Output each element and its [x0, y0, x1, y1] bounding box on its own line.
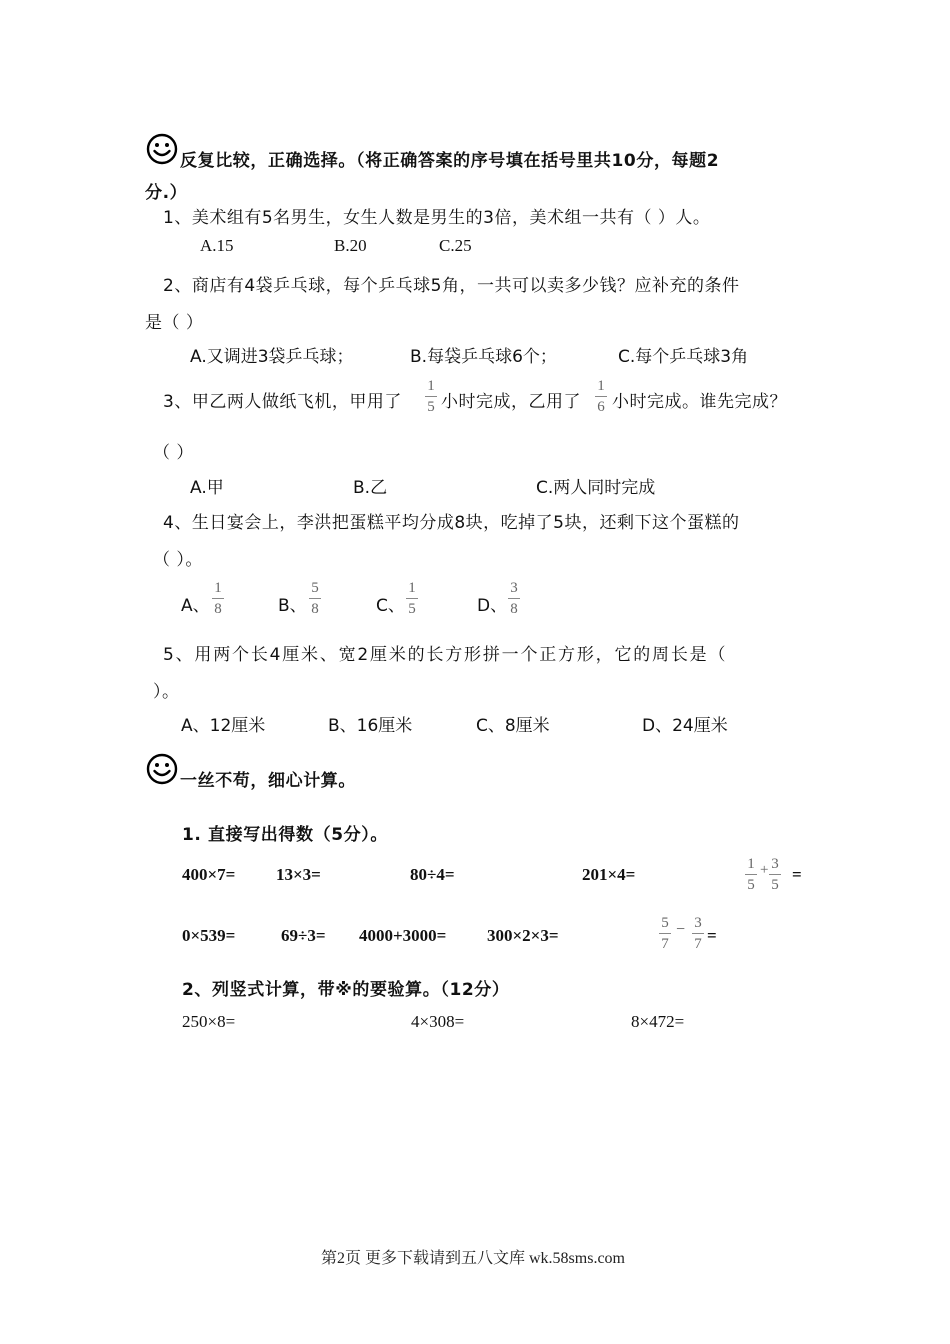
fraction-numerator: 5	[661, 915, 669, 931]
calc-item-5-fraction-a	[745, 856, 757, 893]
fraction-bar	[769, 874, 781, 875]
fraction-denominator: 7	[661, 936, 669, 952]
calc-item-10-equals: =	[707, 926, 717, 945]
fraction-denominator: 8	[510, 601, 518, 617]
fraction-numerator: 1	[747, 856, 755, 872]
question-4-option-c-fraction	[406, 580, 418, 617]
calc-item-6: 0×539=	[182, 926, 236, 945]
fraction-numerator: 5	[311, 580, 319, 596]
fraction-bar	[425, 396, 437, 397]
fraction-denominator: 5	[747, 877, 755, 893]
section1-title-cont: 分.）	[145, 183, 188, 203]
question-2-text: 2、商店有4袋乒乓球，每个乒乓球5角，一共可以卖多少钱？应补充的条件	[163, 276, 740, 296]
question-1-option-b: B.20	[334, 236, 367, 255]
question-3-fraction-2	[595, 378, 607, 415]
fraction-denominator: 5	[408, 601, 416, 617]
calc-item-2: 13×3=	[276, 865, 321, 884]
fraction-numerator: 3	[694, 915, 702, 931]
question-5-text: 5、用两个长4厘米、宽2厘米的长方形拼一个正方形，它的周长是（	[163, 645, 728, 665]
section2-title: 一丝不苟，细心计算。	[180, 771, 356, 791]
calc-item-10-fraction-b	[692, 915, 704, 952]
fraction-bar	[406, 598, 418, 599]
question-2-option-c: C.每个乒乓球3角	[618, 347, 749, 367]
question-3-fraction-1	[425, 378, 437, 415]
vertical-calc-item-3: 8×472=	[631, 1012, 685, 1031]
calc-item-5-operator: +	[760, 862, 769, 878]
question-3-text-b: 小时完成，乙用了	[441, 392, 581, 412]
calc-item-10-fraction-a	[659, 915, 671, 952]
calc-item-10-operator: −	[676, 921, 686, 938]
question-2-option-a: A.又调进3袋乒乓球；	[190, 347, 354, 367]
question-5-option-c: C、8厘米	[476, 716, 550, 736]
fraction-denominator: 6	[597, 399, 605, 415]
question-5-text-cont: ）。	[153, 682, 180, 702]
question-4-option-d-label: D、	[477, 596, 508, 616]
fraction-numerator: 1	[408, 580, 416, 596]
fraction-bar	[745, 874, 757, 875]
fraction-denominator: 5	[427, 399, 435, 415]
question-4-option-a-label: A、	[181, 596, 210, 616]
question-2-text-cont: 是（ ）	[145, 313, 204, 333]
fraction-numerator: 1	[427, 378, 435, 394]
smiley-face-icon	[146, 753, 178, 785]
part2-title: 2、列竖式计算，带※的要验算。（12分）	[182, 980, 510, 1000]
question-4-text-cont: （ ）。	[153, 550, 203, 570]
question-5-option-a: A、12厘米	[181, 716, 266, 736]
fraction-bar	[309, 598, 321, 599]
question-5-option-d: D、24厘米	[642, 716, 728, 736]
fraction-denominator: 8	[311, 601, 319, 617]
question-4-option-b-label: B、	[278, 596, 307, 616]
section1-title: 反复比较，正确选择。（将正确答案的序号填在括号里共10分，每题2	[180, 151, 720, 171]
question-4-option-b-fraction	[309, 580, 321, 617]
question-1-text: 1、美术组有5名男生，女生人数是男生的3倍，美术组一共有（ ）人。	[163, 208, 711, 228]
question-3-text-a: 3、甲乙两人做纸飞机，甲用了	[163, 392, 402, 412]
smiley-face-icon	[146, 133, 178, 165]
question-4-option-c-label: C、	[376, 596, 405, 616]
vertical-calc-item-2: 4×308=	[411, 1012, 465, 1031]
question-4-option-a-fraction	[212, 580, 224, 617]
calc-item-5-equals: =	[792, 865, 802, 884]
question-3-answer-blank: （ ）	[153, 443, 194, 463]
fraction-numerator: 1	[214, 580, 222, 596]
page-footer: 第2页 更多下载请到五八文库 wk.58sms.com	[321, 1250, 626, 1267]
question-3-option-b: B.乙	[353, 478, 388, 498]
calc-item-8: 4000+3000=	[359, 926, 447, 945]
fraction-denominator: 8	[214, 601, 222, 617]
question-3-option-a: A.甲	[190, 478, 224, 498]
fraction-numerator: 3	[510, 580, 518, 596]
vertical-calc-item-1: 250×8=	[182, 1012, 236, 1031]
question-5-option-b: B、16厘米	[328, 716, 413, 736]
fraction-bar	[595, 396, 607, 397]
fraction-numerator: 1	[597, 378, 605, 394]
question-2-option-b: B.每袋乒乓球6个；	[410, 347, 557, 367]
calc-item-4: 201×4=	[582, 865, 636, 884]
fraction-bar	[692, 933, 704, 934]
calc-item-1: 400×7=	[182, 865, 236, 884]
question-1-option-a: A.15	[200, 236, 234, 255]
calc-item-7: 69÷3=	[281, 926, 326, 945]
fraction-bar	[212, 598, 224, 599]
fraction-denominator: 5	[771, 877, 779, 893]
fraction-bar	[508, 598, 520, 599]
question-4-text: 4、生日宴会上，李洪把蛋糕平均分成8块，吃掉了5块，还剩下这个蛋糕的	[163, 513, 740, 533]
question-3-option-c: C.两人同时完成	[536, 478, 656, 498]
calc-item-3: 80÷4=	[410, 865, 455, 884]
fraction-numerator: 3	[771, 856, 779, 872]
fraction-denominator: 7	[694, 936, 702, 952]
fraction-bar	[659, 933, 671, 934]
calc-item-9: 300×2×3=	[487, 926, 559, 945]
calc-item-5-fraction-b	[769, 856, 781, 893]
question-1-option-c: C.25	[439, 236, 472, 255]
part1-title: 1. 直接写出得数（5分）。	[182, 825, 388, 845]
question-3-text-c: 小时完成。谁先完成？	[612, 392, 787, 412]
question-4-option-d-fraction	[508, 580, 520, 617]
